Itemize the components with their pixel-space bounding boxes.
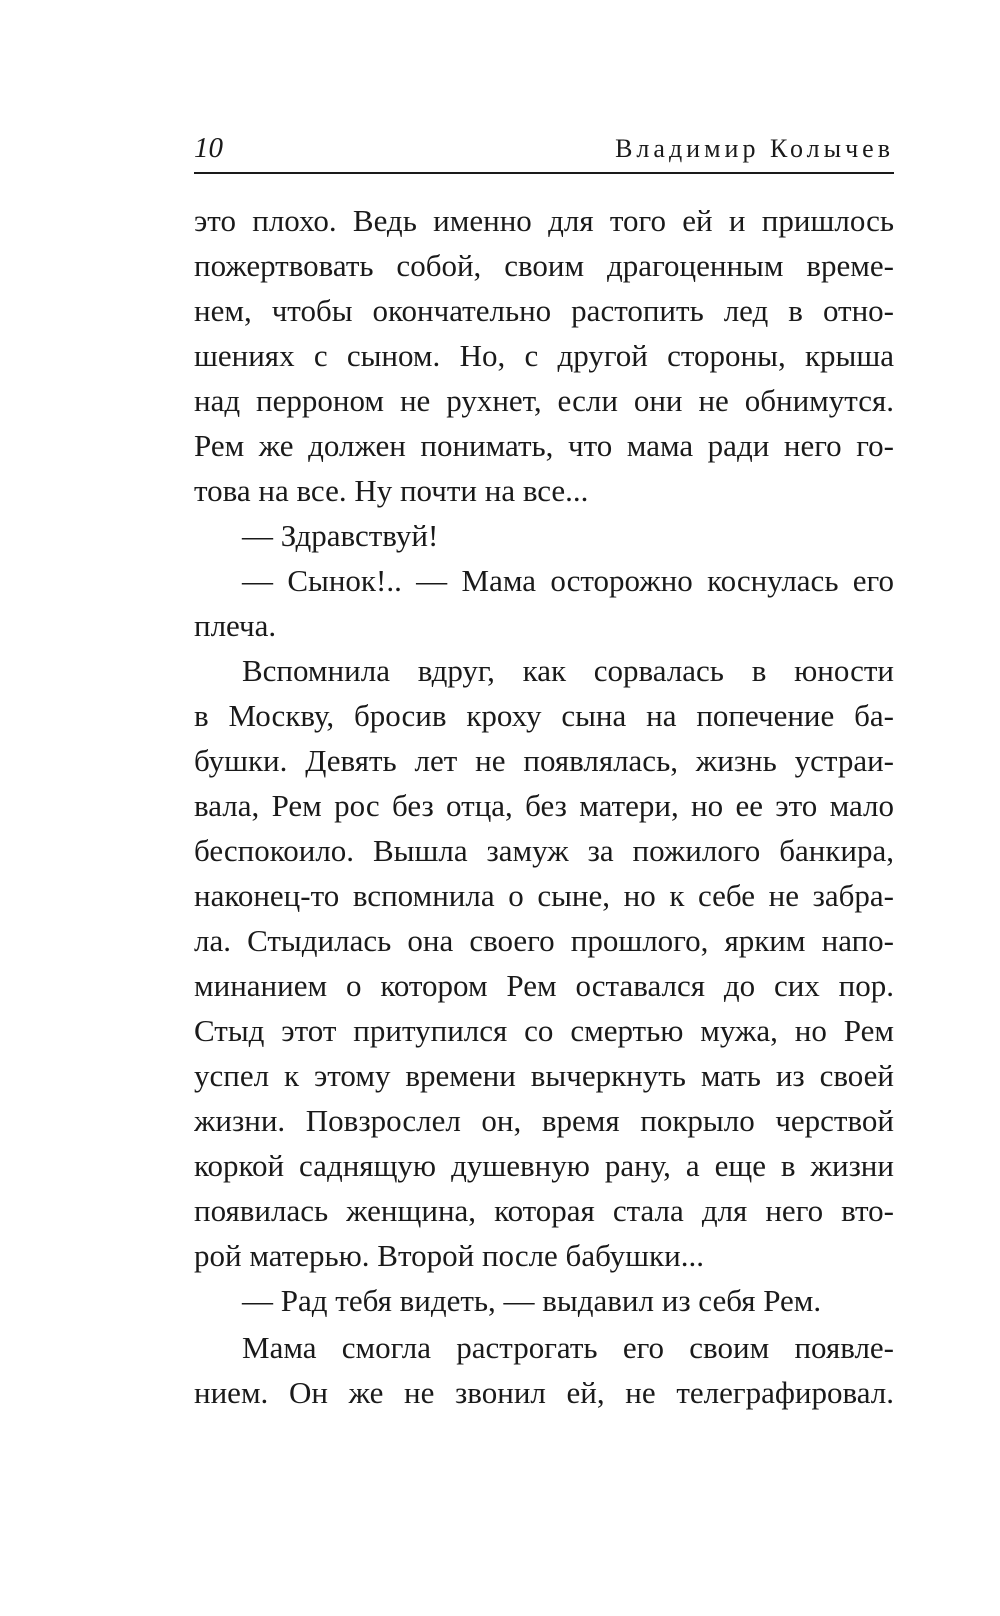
text-line: бушки. Девять лет не появлялась, жизнь устраи- xyxy=(194,743,894,778)
text-line: коркой саднящую душевную рану, а еще в жизни xyxy=(194,1148,894,1183)
author-name: Владимир Колычев xyxy=(615,134,894,163)
text-line: нием. Он же не звонил ей, не телеграфировал. xyxy=(194,1375,894,1410)
text-line: вала, Рем рос без отца, без матери, но ее это мало xyxy=(194,788,894,823)
text-line: минанием о котором Рем оставался до сих пор. xyxy=(194,968,894,1003)
text-line: това на все. Ну почти на все... xyxy=(194,473,589,508)
dialogue-line: — Здравствуй! xyxy=(242,518,439,553)
text-line: нем, чтобы окончательно растопить лед в отно- xyxy=(194,293,894,328)
text-line: успел к этому времени вычеркнуть мать из своей xyxy=(194,1058,894,1093)
page-number: 10 xyxy=(194,132,223,164)
text-line: в Москву, бросив кроху сына на попечение ба- xyxy=(194,698,894,733)
text-line: рой матерью. Второй после бабушки... xyxy=(194,1238,704,1273)
text-line: появилась женщина, которая стала для него вто- xyxy=(194,1193,894,1228)
text-line: Рем же должен понимать, что мама ради него го- xyxy=(194,428,894,463)
text-line: беспокоило. Вышла замуж за пожилого банкира, xyxy=(194,833,894,868)
text-line: это плохо. Ведь именно для того ей и пришлось xyxy=(194,203,894,238)
text-line: над перроном не рухнет, если они не обнимутся. xyxy=(194,383,894,418)
text-line: пожертвовать собой, своим драгоценным време- xyxy=(194,248,894,283)
text-line: плеча. xyxy=(194,608,277,643)
dialogue-line: — Рад тебя видеть, — выдавил из себя Рем. xyxy=(242,1283,822,1318)
text-line: жизни. Повзрослел он, время покрыло черствой xyxy=(194,1103,894,1138)
text-line: шениях с сыном. Но, с другой стороны, крыша xyxy=(194,338,894,373)
text-line: ла. Стыдилась она своего прошлого, ярким напо- xyxy=(194,923,894,958)
dialogue-line: — Сынок!.. — Мама осторожно коснулась его xyxy=(242,563,894,598)
text-line: Стыд этот притупился со смертью мужа, но Рем xyxy=(194,1013,894,1048)
text-line: наконец-то вспомнила о сыне, но к себе не забра- xyxy=(194,878,894,913)
paragraph-start-line: Мама смогла растрогать его своим появле- xyxy=(242,1330,894,1365)
running-header xyxy=(194,128,894,174)
book-page xyxy=(194,128,894,1415)
paragraph-start-line: Вспомнила вдруг, как сорвалась в юности xyxy=(242,653,894,688)
body-text xyxy=(194,198,894,1415)
